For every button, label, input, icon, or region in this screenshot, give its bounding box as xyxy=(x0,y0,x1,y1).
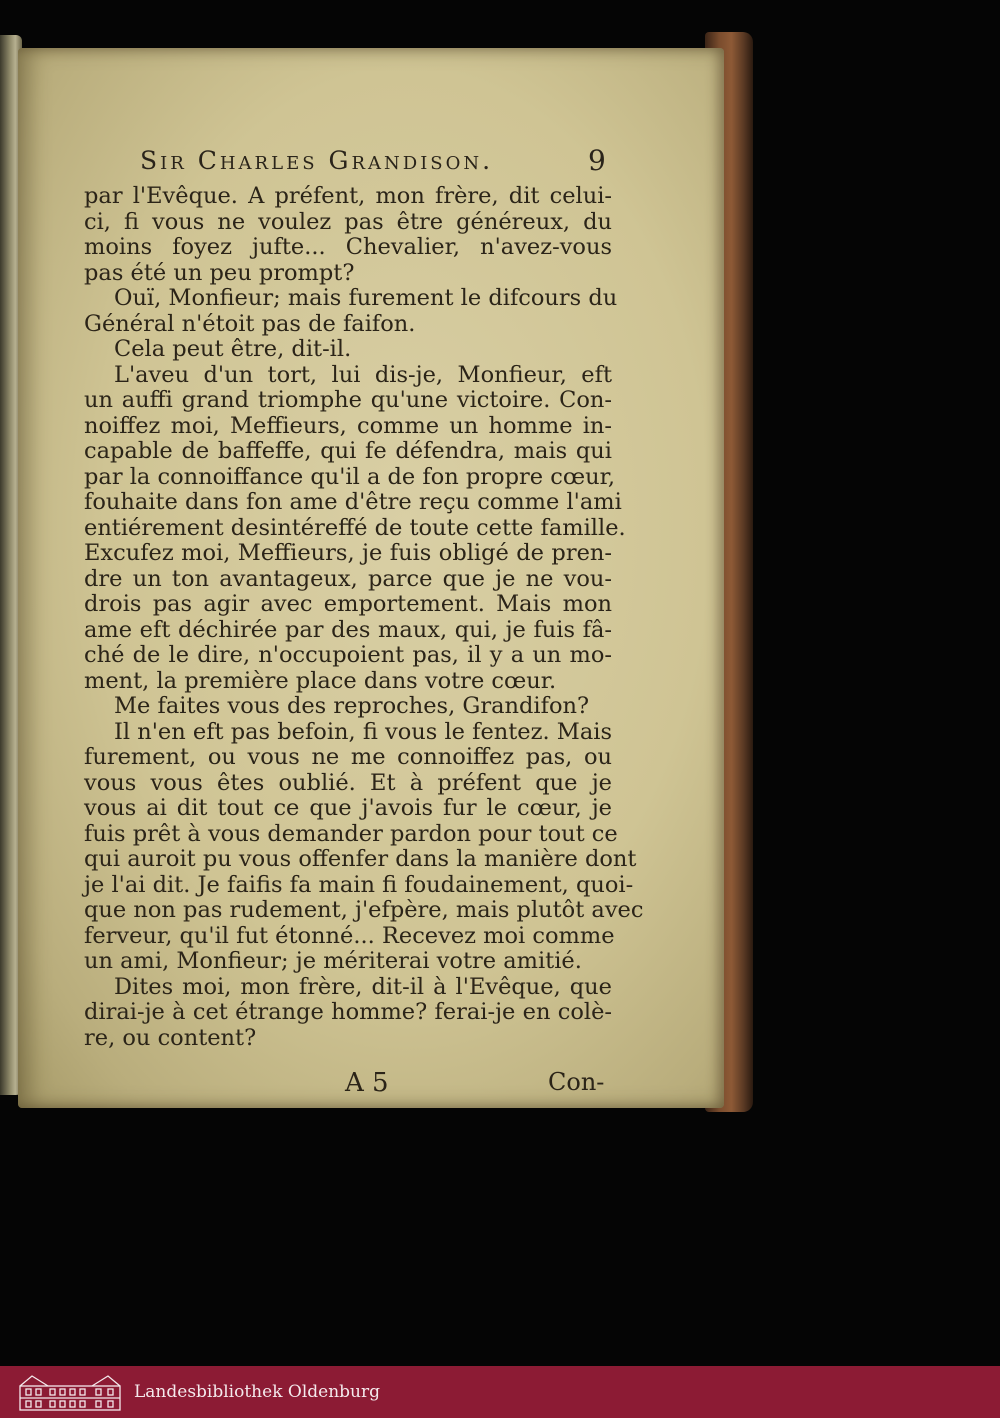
text-line: je l'ai dit. Je faifis fa main fi foudainement, quoi- xyxy=(84,871,634,898)
catchword: Con- xyxy=(548,1068,605,1096)
library-name: Landesbibliothek Oldenburg xyxy=(134,1382,381,1402)
text-line: Général n'étoit pas de faifon. xyxy=(84,310,416,337)
text-line: fuis prêt à vous demander pardon pour tout ce xyxy=(84,820,618,847)
text-line: ché de le dire, n'occupoient pas, il y a un mo- xyxy=(84,642,612,668)
body-text xyxy=(84,183,644,1051)
text-line: Me faites vous des reproches, Grandifon? xyxy=(114,693,590,719)
text-line: noiffez moi, Meffieurs, comme un homme in- xyxy=(84,412,612,439)
library-footer-bar xyxy=(0,1366,1000,1418)
text-line: ame eft déchirée par des maux, qui, je fuis fâ- xyxy=(84,616,612,643)
text-line: qui auroit pu vous offenfer dans la manière dont xyxy=(84,846,637,872)
text-line: ment, la première place dans votre cœur. xyxy=(84,667,557,694)
text-line: que non pas rudement, j'efpère, mais plutôt avec xyxy=(84,897,644,923)
text-line: re, ou content? xyxy=(84,1024,257,1051)
text-line: Ouï, Monfieur; mais furement le difcours du xyxy=(114,285,618,311)
text-line: dre un ton avantageux, parce que je ne vou- xyxy=(84,565,612,592)
text-line: par l'Evêque. A préfent, mon frère, dit celui- xyxy=(84,183,612,209)
text-line: par la connoiffance qu'il a de fon propre cœur, xyxy=(84,463,616,490)
text-line: drois pas agir avec emportement. Mais mon xyxy=(84,591,612,617)
text-line: un ami, Monfieur; je mériterai votre amitié. xyxy=(84,948,582,974)
text-line: Dites moi, mon frère, dit-il à l'Evêque, que xyxy=(114,973,612,1000)
text-line: entiérement desintéreffé de toute cette famille. xyxy=(84,514,626,541)
text-line: fouhaite dans fon ame d'être reçu comme l'ami xyxy=(84,489,622,515)
text-line: un auffi grand triomphe qu'une victoire. Con- xyxy=(84,387,612,413)
text-line: vous vous êtes oublié. Et à préfent que je xyxy=(84,769,612,796)
text-line: capable de baffeffe, qui fe défendra, mais qui xyxy=(84,438,612,464)
running-head: Sir Charles Grandison. xyxy=(140,146,494,175)
text-line: moins foyez jufte... Chevalier, n'avez-vous xyxy=(84,234,612,260)
text-line: Il n'en eft pas befoin, fi vous le fentez. Mais xyxy=(114,718,612,745)
text-line: furement, ou vous ne me connoiffez pas, ou xyxy=(84,744,612,770)
signature-mark: A 5 xyxy=(345,1068,389,1098)
text-line: ferveur, qu'il fut étonné... Recevez moi comme xyxy=(84,922,615,949)
page-number: 9 xyxy=(588,144,606,177)
text-line: Cela peut être, dit-il. xyxy=(114,336,352,362)
text-line: L'aveu d'un tort, lui dis-je, Monfieur, eft xyxy=(114,361,612,388)
library-building-icon xyxy=(18,1372,122,1412)
text-line: pas été un peu prompt? xyxy=(84,259,355,286)
text-line: vous ai dit tout ce que j'avois fur le cœur, je xyxy=(84,795,612,821)
text-line: Excufez moi, Meffieurs, je fuis obligé de pren- xyxy=(84,540,612,566)
text-line: dirai-je à cet étrange homme? ferai-je en colè- xyxy=(84,999,612,1025)
text-line: ci, fi vous ne voulez pas être généreux, du xyxy=(84,208,612,235)
